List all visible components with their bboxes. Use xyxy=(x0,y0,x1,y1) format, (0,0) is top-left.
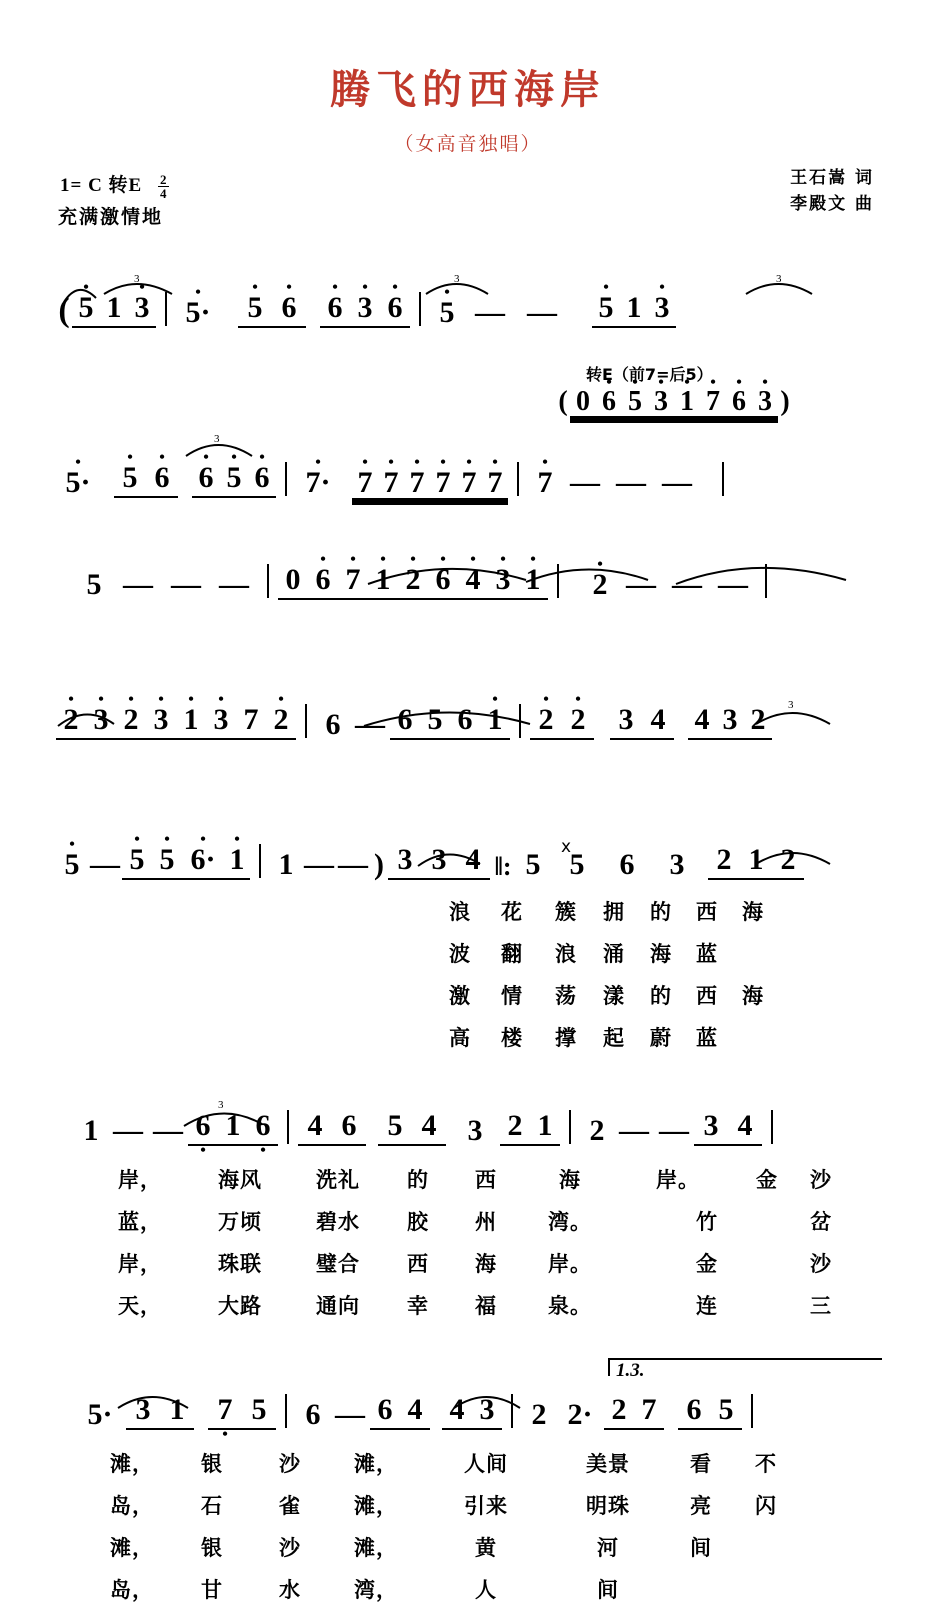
barline xyxy=(267,564,269,598)
note: 4 xyxy=(298,1111,332,1146)
time-signature xyxy=(158,173,170,200)
lyric-syllable: 高 xyxy=(449,1026,471,1050)
dash: — xyxy=(626,568,656,601)
lyric-line xyxy=(90,1248,880,1278)
music-system-6 xyxy=(56,1090,880,1340)
note: • 7 xyxy=(700,388,726,416)
music-system-5 xyxy=(56,824,880,1054)
note: 1 xyxy=(100,293,128,328)
note: 6 xyxy=(332,1111,366,1146)
lyric-syllable: 三 xyxy=(810,1294,832,1318)
note: • 6 xyxy=(308,565,338,600)
lyric-syllable: 涌 xyxy=(603,942,625,966)
score-metadata xyxy=(0,170,936,236)
lyric-syllable: 岸。 xyxy=(656,1168,700,1192)
note: 1 xyxy=(218,1111,248,1146)
note: • 7 xyxy=(378,468,404,498)
barline xyxy=(569,1110,571,1144)
note: • 5· xyxy=(176,298,220,328)
note: 6 xyxy=(325,708,341,741)
note: • 1 xyxy=(518,565,548,600)
lyric-syllable: 撑 xyxy=(555,1026,577,1050)
note: • 1 xyxy=(480,705,510,740)
note: • 3 xyxy=(488,565,518,600)
lyric-syllable: 人间 xyxy=(464,1452,508,1476)
note: 1 xyxy=(278,848,294,881)
lyric-syllable: 蓝 xyxy=(696,1026,718,1050)
note: • 5 xyxy=(238,293,272,328)
dash: — xyxy=(662,466,692,499)
note: 4 xyxy=(412,1111,446,1146)
lyric-syllable: 沙 xyxy=(810,1168,832,1192)
composer-credit: 李殿文 曲 xyxy=(790,193,874,214)
lyric-syllable: 珠联 xyxy=(218,1252,262,1276)
lyric-syllable: 沙 xyxy=(279,1452,301,1476)
barline xyxy=(287,1110,289,1144)
note: 2 xyxy=(604,1395,634,1430)
lyric-syllable: 连 xyxy=(696,1294,718,1318)
svg-text:3: 3 xyxy=(776,273,782,285)
lyric-syllable: 金 xyxy=(756,1168,778,1192)
lyric-syllable: 沙 xyxy=(810,1252,832,1276)
note-row-5 xyxy=(56,824,880,880)
note: 4 xyxy=(456,845,490,880)
note: • 7 xyxy=(528,468,562,498)
barline xyxy=(285,462,287,496)
lyric-syllable: 湾， xyxy=(354,1578,398,1602)
note: • 7 xyxy=(404,468,430,498)
music-system-7 xyxy=(56,1360,880,1624)
barline xyxy=(722,462,724,496)
lyric-syllable: 大路 xyxy=(218,1294,262,1318)
note: 2 xyxy=(744,705,772,740)
svg-text:3: 3 xyxy=(218,1099,224,1111)
lyric-syllable: 花 xyxy=(501,900,523,924)
time-signature-denominator: 4 xyxy=(159,186,168,202)
note: 2 xyxy=(589,1114,605,1147)
tempo-marking: 充满激情地 xyxy=(58,206,164,228)
note: • 6 xyxy=(726,388,752,416)
barline xyxy=(557,564,559,598)
lyric-line xyxy=(90,1206,880,1236)
note: • 5 xyxy=(622,388,648,416)
note: 7 xyxy=(236,705,266,740)
lyric-syllable: 璧合 xyxy=(316,1252,360,1276)
note: 7 • xyxy=(208,1395,242,1430)
barline xyxy=(511,1394,513,1428)
note: • 3 xyxy=(648,293,676,328)
dash: — xyxy=(659,1114,689,1147)
note: • 2 xyxy=(56,705,86,740)
lyric-line xyxy=(90,1290,880,1320)
lyric-syllable: 西 xyxy=(696,900,718,924)
paren-open: ( xyxy=(558,386,568,417)
dash: — xyxy=(335,1398,365,1431)
note: 3 xyxy=(126,1395,160,1430)
music-system-3 xyxy=(56,544,880,644)
barline xyxy=(765,564,767,598)
lyric-syllable: 闪 xyxy=(755,1494,777,1518)
note: 1 xyxy=(740,845,772,880)
note: • 2 xyxy=(562,705,594,740)
lyric-syllable: 黄 xyxy=(475,1536,497,1560)
note: 5 xyxy=(710,1395,742,1430)
lyric-syllable: 沙 xyxy=(279,1536,301,1560)
lyric-syllable: 甘 xyxy=(201,1578,223,1602)
lyric-line xyxy=(438,1022,880,1052)
note: • 1 xyxy=(368,565,398,600)
note: 7 xyxy=(634,1395,664,1430)
lyric-syllable: 海 xyxy=(742,984,764,1008)
note: • 7· xyxy=(296,468,340,498)
dash: — xyxy=(672,568,702,601)
note: 6 • xyxy=(248,1111,278,1146)
lyric-syllable: 银 xyxy=(201,1536,223,1560)
lyric-syllable: 翻 xyxy=(501,942,523,966)
note: • 4 xyxy=(458,565,488,600)
note: • 5 xyxy=(122,845,152,880)
lyric-line xyxy=(90,1448,880,1478)
note: • 3 xyxy=(752,388,778,416)
note: • 1 xyxy=(176,705,206,740)
note: 3 xyxy=(388,845,422,880)
note: • 7 xyxy=(456,468,482,498)
note: • 1 xyxy=(674,388,700,416)
lyric-syllable: 河 xyxy=(597,1536,619,1560)
note: 5 xyxy=(242,1395,276,1430)
note: 3 xyxy=(467,1114,483,1147)
dash: — xyxy=(113,1114,143,1147)
note: • 5 xyxy=(114,463,146,498)
lyric-syllable: 滩， xyxy=(110,1536,154,1560)
note: • 1 xyxy=(224,845,250,880)
note: • 2 xyxy=(266,705,296,740)
note: 3 xyxy=(610,705,642,740)
barline xyxy=(165,292,167,326)
note: 2 xyxy=(708,845,740,880)
lyric-syllable: 洗礼 xyxy=(316,1168,360,1192)
lyric-syllable: 州 xyxy=(475,1210,497,1234)
note: • 7 xyxy=(430,468,456,498)
note: 3 xyxy=(716,705,744,740)
dash: — xyxy=(570,466,600,499)
barline xyxy=(519,704,521,738)
svg-text:3: 3 xyxy=(134,273,140,285)
music-system-4 xyxy=(56,684,880,784)
note: • 7 xyxy=(338,565,368,600)
note: 6 • xyxy=(188,1111,218,1146)
note: 2 xyxy=(500,1111,530,1146)
note: 1 xyxy=(83,1114,99,1147)
lyric-line xyxy=(438,980,880,1010)
lyric-syllable: 楼 xyxy=(501,1026,523,1050)
lyric-syllable: 荡 xyxy=(555,984,577,1008)
note: • 6 xyxy=(146,463,178,498)
lyric-line xyxy=(90,1164,880,1194)
lyric-syllable: 岛， xyxy=(110,1494,154,1518)
barline xyxy=(285,1394,287,1428)
lyric-syllable: 滩， xyxy=(354,1494,398,1518)
lyric-syllable: 海 xyxy=(559,1168,581,1192)
note-row-3 xyxy=(56,544,880,600)
note: 1 xyxy=(530,1111,560,1146)
lyric-line xyxy=(438,896,880,926)
lyric-syllable: 西 xyxy=(407,1252,429,1276)
note: 1 xyxy=(160,1395,194,1430)
barline xyxy=(305,704,307,738)
dash: — xyxy=(527,296,557,329)
note: 6 xyxy=(305,1398,321,1431)
note: • 5 xyxy=(430,298,464,328)
lyric-syllable: 的 xyxy=(650,900,672,924)
lyric-syllable: 岸， xyxy=(118,1252,162,1276)
dash: — xyxy=(90,848,120,881)
page-title: 腾飞的西海岸 xyxy=(330,67,606,113)
dash: — xyxy=(718,568,748,601)
dash: — xyxy=(475,296,505,329)
lyric-syllable: 蔚 xyxy=(650,1026,672,1050)
note: • 3 xyxy=(146,705,176,740)
note: 6 xyxy=(450,705,480,740)
lyric-syllable: 间 xyxy=(690,1536,712,1560)
lyric-syllable: 人 xyxy=(475,1578,497,1602)
note: • 5 xyxy=(220,463,248,498)
lyric-syllable: 激 xyxy=(449,984,471,1008)
svg-text:3: 3 xyxy=(788,699,794,711)
lyric-syllable: 西 xyxy=(475,1168,497,1192)
dash: — xyxy=(219,568,249,601)
note: 3 xyxy=(472,1395,502,1430)
note-row-2 xyxy=(56,442,880,498)
lyric-syllable: 间 xyxy=(597,1578,619,1602)
note: • 6 xyxy=(428,565,458,600)
note: 1 xyxy=(620,293,648,328)
note: 4 xyxy=(728,1111,762,1146)
note: • 6 xyxy=(380,293,410,328)
lyric-syllable: 湾。 xyxy=(548,1210,592,1234)
note: 6 xyxy=(619,848,635,881)
volta-label: 1.3. xyxy=(616,1360,645,1381)
lyric-syllable: 滩， xyxy=(354,1452,398,1476)
note: • 6 xyxy=(272,293,306,328)
dash: — xyxy=(304,848,334,881)
lyric-syllable: 岸。 xyxy=(548,1252,592,1276)
lyric-syllable: 万顷 xyxy=(218,1210,262,1234)
lyric-syllable: 浪 xyxy=(449,900,471,924)
lyric-syllable: 海 xyxy=(650,942,672,966)
lyric-syllable: 银 xyxy=(201,1452,223,1476)
lyric-syllable: 蓝 xyxy=(696,942,718,966)
lyric-syllable: 通向 xyxy=(316,1294,360,1318)
lyric-line xyxy=(90,1490,880,1520)
note: 2· xyxy=(567,1398,593,1431)
note: 5 xyxy=(378,1111,412,1146)
svg-text:x: x xyxy=(561,837,572,857)
lyric-syllable: 引来 xyxy=(464,1494,508,1518)
paren-close: ) xyxy=(374,848,384,881)
sheet-music-page xyxy=(0,58,936,1602)
volta-bracket xyxy=(608,1358,882,1381)
music-system-1 xyxy=(56,272,880,364)
lyric-syllable: 海风 xyxy=(218,1168,262,1192)
note: 6 xyxy=(678,1395,710,1430)
lyric-syllable: 石 xyxy=(201,1494,223,1518)
note: • 3 xyxy=(648,388,674,416)
lyric-syllable: 金 xyxy=(696,1252,718,1276)
lyric-syllable: 漾 xyxy=(603,984,625,1008)
note-row-7 xyxy=(74,1374,880,1430)
lyric-syllable: 岸， xyxy=(118,1168,162,1192)
lyric-syllable: 西 xyxy=(696,984,718,1008)
svg-text:3: 3 xyxy=(214,433,220,445)
note: • 2 xyxy=(582,570,618,600)
note: 2 xyxy=(772,845,804,880)
note-row-6 xyxy=(74,1090,880,1146)
note: 4 xyxy=(688,705,716,740)
lyric-syllable: 福 xyxy=(475,1294,497,1318)
note: • 2 xyxy=(398,565,428,600)
note: 3 xyxy=(694,1111,728,1146)
note: 3 xyxy=(669,848,685,881)
lyric-syllable: 海 xyxy=(742,900,764,924)
note: 2 xyxy=(531,1398,547,1431)
lyric-syllable: 浪 xyxy=(555,942,577,966)
note: 5 xyxy=(569,848,585,881)
credits xyxy=(790,166,874,217)
note: • 6 xyxy=(320,293,350,328)
barline xyxy=(771,1110,773,1144)
lyric-syllable: 的 xyxy=(650,984,672,1008)
svg-text:3: 3 xyxy=(454,273,460,285)
lyric-syllable: 雀 xyxy=(279,1494,301,1518)
lyric-syllable: 看 xyxy=(690,1452,712,1476)
key-signature-text: 1= C 转E xyxy=(60,175,143,196)
lyric-syllable: 岛， xyxy=(110,1578,154,1602)
barline xyxy=(259,844,261,878)
note: • 7 xyxy=(482,468,508,498)
note: • 5· xyxy=(56,468,100,498)
lyric-syllable: 竹 xyxy=(696,1210,718,1234)
note: 5 xyxy=(525,848,541,881)
barline xyxy=(419,292,421,326)
lyric-syllable: 天， xyxy=(118,1294,162,1318)
note: 5· xyxy=(87,1398,113,1431)
lyricist-credit: 王石嵩 词 xyxy=(790,168,874,188)
note: 4 xyxy=(400,1395,430,1430)
lyric-syllable: 蓝， xyxy=(118,1210,162,1234)
lyric-syllable: 亮 xyxy=(690,1494,712,1518)
lyric-syllable: 不 xyxy=(755,1452,777,1476)
lyric-syllable: 滩， xyxy=(354,1536,398,1560)
note: • 3 xyxy=(86,705,116,740)
note: • 7 xyxy=(352,468,378,498)
note: 4 xyxy=(642,705,674,740)
paren-open: ( xyxy=(58,292,70,329)
lyric-syllable: 美景 xyxy=(586,1452,630,1476)
paren-close: ) xyxy=(780,386,790,417)
lyric-syllable: 岔 xyxy=(810,1210,832,1234)
note: 6 xyxy=(390,705,420,740)
note: 0 xyxy=(278,565,308,600)
note: 0 xyxy=(570,388,596,416)
note: • 5 xyxy=(152,845,182,880)
note: • 5 xyxy=(592,293,620,328)
note: 6 xyxy=(370,1395,400,1430)
page-subtitle: （女高音独唱） xyxy=(394,133,542,155)
lyric-syllable: 幸 xyxy=(407,1294,429,1318)
note: 4 xyxy=(442,1395,472,1430)
lyric-line xyxy=(438,938,880,968)
dash: — xyxy=(338,848,368,881)
dash: — xyxy=(616,466,646,499)
note: 5 xyxy=(420,705,450,740)
lyric-syllable: 的 xyxy=(407,1168,429,1192)
lyric-syllable: 起 xyxy=(603,1026,625,1050)
note: • 6 xyxy=(192,463,220,498)
note: • 3 xyxy=(350,293,380,328)
note: • 3 xyxy=(128,293,156,328)
note: • 5 xyxy=(72,293,100,328)
note: • 6· xyxy=(182,845,224,880)
key-signature xyxy=(60,170,169,200)
modulation-note: 转E（前7=后5） xyxy=(586,365,713,384)
lyric-line xyxy=(90,1574,880,1604)
note-row-4 xyxy=(56,684,880,740)
note: • 6 xyxy=(248,463,276,498)
barline xyxy=(751,1394,753,1428)
time-signature-numerator: 2 xyxy=(159,172,168,188)
lyric-syllable: 碧水 xyxy=(316,1210,360,1234)
lyric-syllable: 波 xyxy=(449,942,471,966)
note-row-1 xyxy=(56,272,880,328)
note: • 6 xyxy=(596,388,622,416)
lyric-syllable: 簇 xyxy=(555,900,577,924)
dash: — xyxy=(355,708,385,741)
dash: — xyxy=(123,568,153,601)
lyric-syllable: 海 xyxy=(475,1252,497,1276)
note: 3 xyxy=(422,845,456,880)
lyric-syllable: 拥 xyxy=(603,900,625,924)
lyric-syllable: 水 xyxy=(279,1578,301,1602)
lyric-syllable: 情 xyxy=(501,984,523,1008)
lyric-syllable: 胶 xyxy=(407,1210,429,1234)
lyric-syllable: 滩， xyxy=(110,1452,154,1476)
note: 5 xyxy=(86,568,102,601)
note: • 5 xyxy=(56,850,88,880)
music-system-2 xyxy=(56,365,880,504)
note: • 2 xyxy=(116,705,146,740)
dash: — xyxy=(153,1114,183,1147)
dash: — xyxy=(171,568,201,601)
lyric-line xyxy=(90,1532,880,1562)
note: • 2 xyxy=(530,705,562,740)
repeat-start: ‖: xyxy=(494,852,512,881)
dash: — xyxy=(619,1114,649,1147)
barline xyxy=(517,462,519,496)
lyric-syllable: 明珠 xyxy=(586,1494,630,1518)
lyric-syllable: 泉。 xyxy=(548,1294,592,1318)
note: • 3 xyxy=(206,705,236,740)
